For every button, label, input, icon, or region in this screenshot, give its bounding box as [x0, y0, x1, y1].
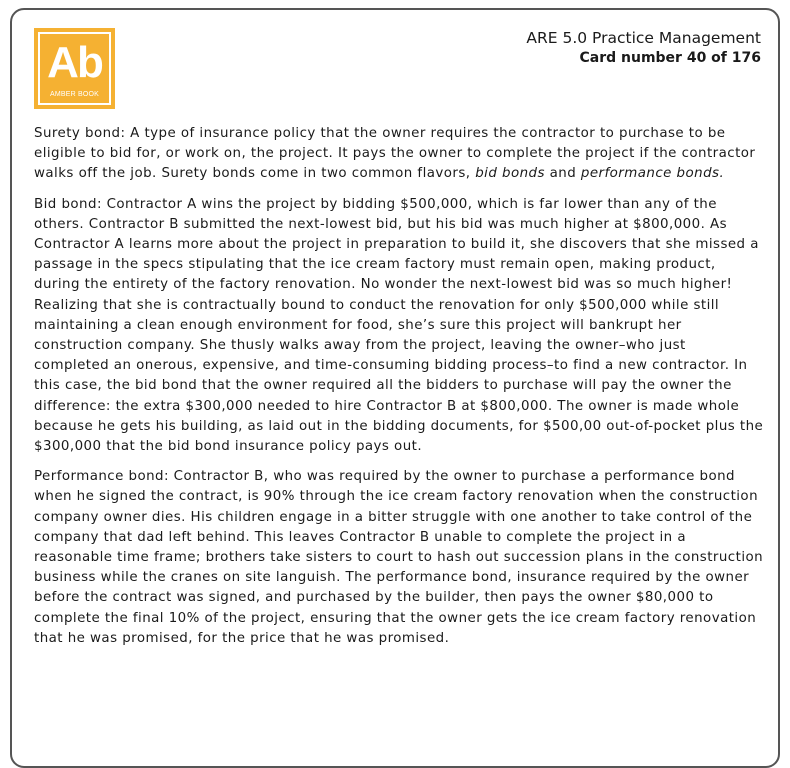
- performance-bond-paragraph: Performance bond: Contractor B, who was required by the owner to purchase a performance bond when he signed the contract, is 90% through the ice cream factory renovation when the construction company owner dies. His children engage in a bitter struggle with one another to take control of the company that dad left behind. This leaves Contractor B unable to complete the project in a reasonable time frame; brothers take sisters to court to hash out succession plans in the construction business while the cranes on site languish. The performance bond, insurance required by the owner before the contract was signed, and purchased by the builder, then pays the owner $80,000 to complete the final 10% of the project, ensuring that the owner gets the ice cream factory renovation that he was promised, for the price that he was promised.: [34, 469, 764, 646]
- bid-bonds-term: bid bonds: [475, 166, 545, 182]
- logo-frame: [38, 32, 111, 105]
- logo-caption: AMBER BOOK: [49, 91, 100, 98]
- card-header: [526, 28, 761, 68]
- conjunction-text: and: [544, 166, 581, 182]
- course-title: ARE 5.0 Practice Management: [526, 29, 761, 47]
- performance-bonds-term: performance bonds.: [580, 166, 725, 182]
- logo-mark: Ab: [47, 38, 102, 87]
- definition-paragraph: [34, 124, 764, 185]
- flashcard: [10, 8, 780, 768]
- definition-text: Surety bond: A type of insurance policy that the owner requires the contractor to purchase to be eligible to bid for, or work on, the project. It pays the owner to complete the project if the contractor walks off the job. Surety bonds come in two common flavors,: [34, 126, 756, 182]
- bid-bond-paragraph: Bid bond: Contractor A wins the project by bidding $500,000, which is far lower than any of the others. Contractor B submitted the next-lowest bid, but his bid was much higher at $800,000. As Contractor A learns more about the project in preparation to build it, she discovers that she missed a passage in the specs stipulating that the ice cream factory must remain open, making product, during the entirety of the factory renovation. No wonder the next-lowest bid was so much higher! Realizing that she is contractually bound to conduct the renovation for only $500,000 while still maintaining a clean enough environment for food, she’s sure this project will bankrupt her construction company. She thusly walks away from the project, leaving the owner–who just completed an onerous, expensive, and time-consuming bidding process–to find a new contractor. In this case, the bid bond that the owner required all the bidders to purchase will pay the owner the difference: the extra $300,000 needed to hire Contractor B at $800,000. The owner is made whole because he gets his building, as laid out in the bidding documents, for $500,00 out-of-pocket plus the $300,000 that the bid bond insurance policy pays out.: [34, 196, 764, 455]
- card-number: Card number 40 of 176: [579, 50, 761, 66]
- amber-book-logo: [34, 28, 115, 109]
- card-body: [34, 124, 764, 659]
